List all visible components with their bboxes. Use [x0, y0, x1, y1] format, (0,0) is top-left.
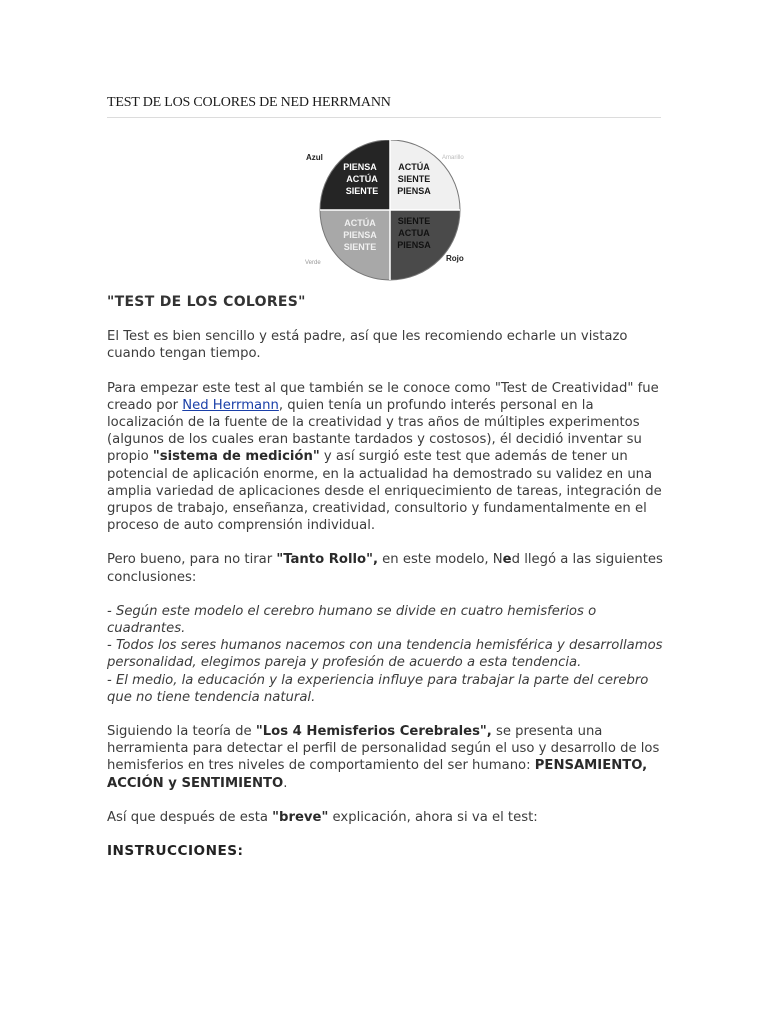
q-br-line-3: PIENSA	[397, 240, 431, 250]
p5-bold: "breve"	[272, 809, 329, 825]
q-bl-line-3: SIENTE	[343, 242, 377, 252]
page-title: TEST DE LOS COLORES DE NED HERRMANN	[107, 95, 661, 118]
p2-text-a: Para empezar este test al que también se le conoce como "Test de Creatividad" fue creado por	[107, 380, 659, 413]
p4-text-a: Siguiendo la teoría de	[107, 724, 256, 740]
p4-text-b: se presenta una herramienta para detectar el perfil de personalidad según el uso y desarrollo de los hemisferios en tres niveles de comportamiento del ser humano:	[107, 724, 660, 774]
p3-text-b: en este modelo, N	[377, 552, 503, 568]
label-amarillo: Amarillo	[442, 155, 464, 161]
paragraph-intro: El Test es bien sencillo y está padre, así que les recomiendo echarle un vistazo cuando tengan tiempo.	[107, 329, 628, 362]
p3-bold-2: e	[502, 552, 512, 568]
conclusion-item: - El medio, la educación y la experiencia influye para trabajar la parte del cerebro que no tiene tendencia natural.	[107, 672, 649, 705]
article-subtitle: "TEST DE LOS COLORES"	[107, 294, 306, 310]
q-tr-line-1: ACTÚA	[398, 162, 430, 172]
paragraph-transition	[107, 809, 667, 826]
p3-text-a: Pero bueno, para no tirar	[107, 552, 277, 568]
p5-text-b: explicación, ahora si va el test:	[328, 809, 538, 825]
ned-herrmann-link[interactable]: Ned Herrmann	[182, 397, 279, 413]
q-br-line-2: ACTUA	[398, 228, 430, 238]
p2-text-b: , quien tenía un profundo interés personal en la localización de la fuente de la creatividad y tras años de múltiples experimentos (algunos de los cuales eran bastante tardados y costosos), él decidió inventar su propio	[107, 397, 642, 465]
p4-bold: "Los 4 Hemisferios Cerebrales",	[255, 724, 492, 740]
q-bl-line-2: PIENSA	[343, 230, 377, 240]
q-bl-line-1: ACTÚA	[344, 218, 376, 228]
paragraph-conclusions-intro	[107, 551, 667, 585]
color-quadrant-diagram	[300, 140, 480, 285]
p5-text-a: Así que después de esta	[107, 809, 273, 825]
label-azul: Azul	[306, 153, 323, 162]
q-tl-line-1: PIENSA	[343, 162, 377, 172]
label-verde: Verde	[305, 260, 321, 266]
q-tl-line-2: ACTÚA	[346, 174, 378, 184]
paragraph-hemispheres	[107, 723, 667, 792]
p4-bold-2: PENSAMIENTO, ACCIÓN y SENTIMIENTO	[107, 758, 648, 791]
p3-bold: "Tanto Rollo",	[276, 552, 378, 568]
label-rojo: Rojo	[446, 254, 464, 263]
conclusion-item: - Según este modelo el cerebro humano se divide en cuatro hemisferios o cuadrantes.	[107, 603, 597, 637]
q-tr-line-2: SIENTE	[397, 174, 431, 184]
q-br-line-1: SIENTE	[397, 216, 431, 226]
q-tr-line-3: PIENSA	[397, 186, 431, 196]
p3-text-c: d llegó a las siguientes conclusiones:	[107, 552, 663, 585]
instructions-heading: INSTRUCCIONES:	[107, 843, 244, 860]
conclusions-list	[107, 603, 667, 706]
conclusion-item: - Todos los seres humanos nacemos con una tendencia hemisférica y desarrollamos personalidad, elegimos pareja y profesión de acuerdo a esta tendencia.	[107, 638, 663, 671]
q-tl-line-3: SIENTE	[345, 186, 379, 196]
paragraph-origin	[107, 380, 667, 535]
p2-text-c: y así surgió este test que además de tener un potencial de aplicación enorme, en la actualidad ha demostrado su validez en una amplia variedad de aplicaciones desde el enriquecimiento de tareas, integración de grupos de trabajo, enseñanza, creatividad, consultorio y fundamentalmente en el proceso de auto comprensión individual.	[107, 449, 662, 534]
p4-text-c: .	[283, 775, 288, 791]
p2-bold: "sistema de medición"	[152, 449, 320, 465]
article-body	[107, 294, 667, 877]
